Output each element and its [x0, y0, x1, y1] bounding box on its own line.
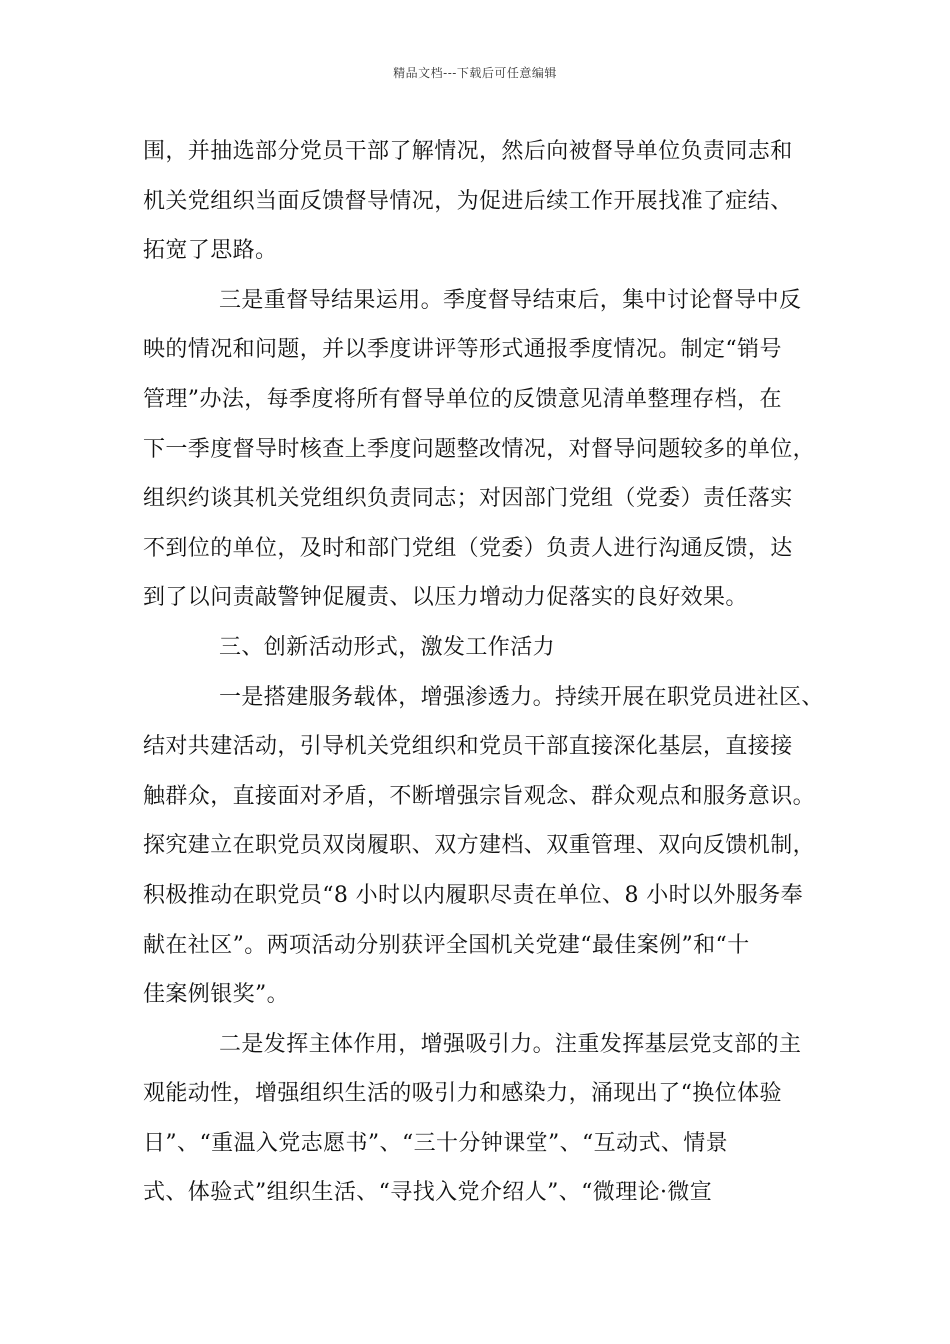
- text-line: 触群众，直接面对矛盾，不断增强宗旨观念、群众观点和服务意识。: [143, 783, 816, 809]
- text-line: 围，并抽选部分党员干部了解情况，然后向被督导单位负责同志和: [143, 139, 793, 164]
- text-line: 管理”办法，每季度将所有督导单位的反馈意见清单整理存档，在: [143, 386, 782, 412]
- text-line: 探究建立在职党员双岗履职、双方建档、双重管理、双向反馈机制，: [143, 833, 816, 859]
- paragraph-start-line: 二是发挥主体作用，增强吸引力。注重发挥基层党支部的主: [219, 1031, 802, 1057]
- text-line: 结对共建活动，引导机关党组织和党员干部直接深化基层，直接接: [143, 734, 793, 760]
- text-line: 积极推动在职党员“8 小时以内履职尽责在单位、8 小时以外服务奉: [143, 882, 804, 908]
- text-line: 献在社区”。两项活动分别获评全国机关党建“最佳案例”和“十: [143, 932, 750, 958]
- text-line: 式、体验式”组织生活、“寻找入党介绍人”、“微理论·微宣: [143, 1180, 713, 1206]
- text-line: 映的情况和问题，并以季度讲评等形式通报季度情况。制定“销号: [143, 337, 782, 363]
- text-line: 不到位的单位，及时和部门党组（党委）负责人进行沟通反馈，达: [143, 535, 793, 561]
- text-line: 下一季度督导时核查上季度问题整改情况，对督导问题较多的单位，: [143, 436, 816, 462]
- text-line: 组织约谈其机关党组织负责同志；对因部门党组（党委）责任落实: [143, 486, 793, 512]
- text-line: 机关党组织当面反馈督导情况，为促进后续工作开展找准了症结、: [143, 188, 793, 214]
- text-line: 佳案例银奖”。: [143, 982, 290, 1008]
- paragraph-start-line: 一是搭建服务载体，增强渗透力。持续开展在职党员进社区、: [219, 684, 824, 710]
- document-body: [143, 131, 823, 1222]
- text-line: 拓宽了思路。: [143, 238, 278, 264]
- section-heading: 三、创新活动形式，激发工作活力: [219, 634, 556, 660]
- page-header: 精品文档---下载后可任意编辑: [393, 66, 557, 80]
- text-line: 观能动性，增强组织生活的吸引力和感染力，涌现出了“换位体验: [143, 1081, 782, 1107]
- text-line: 到了以问责敲警钟促履责、以压力增动力促落实的良好效果。: [143, 585, 748, 611]
- paragraph-start-line: 三是重督导结果运用。季度督导结束后，集中讨论督导中反: [219, 287, 802, 313]
- text-line: 日”、“重温入党志愿书”、“三十分钟课堂”、“互动式、情景: [143, 1130, 729, 1156]
